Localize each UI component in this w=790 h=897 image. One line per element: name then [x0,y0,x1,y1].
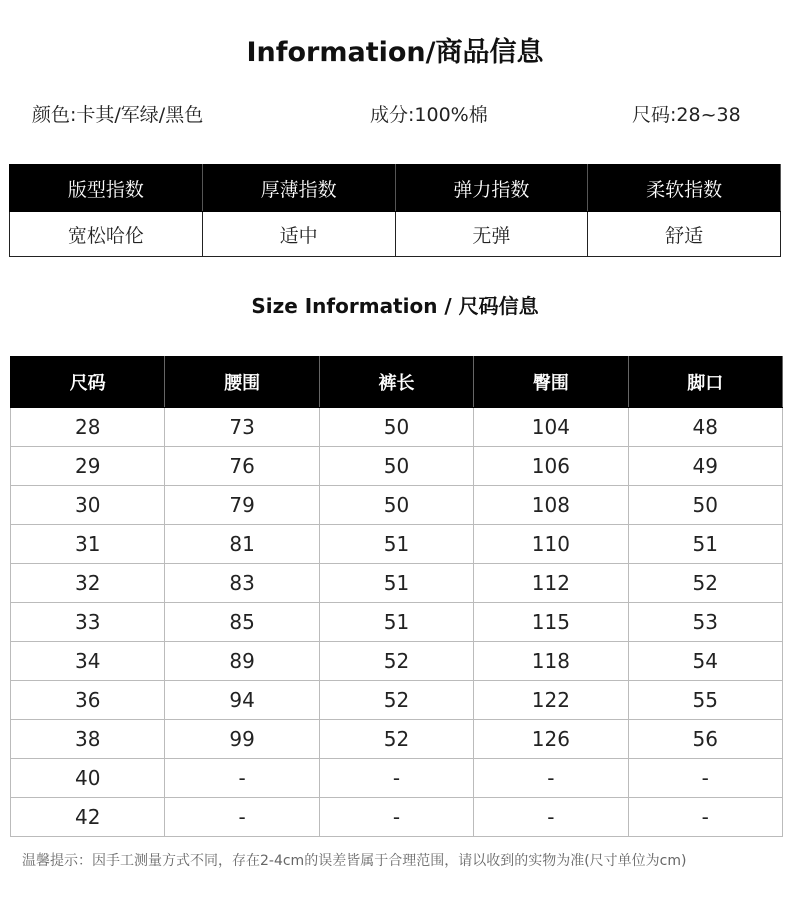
size-header-waist: 腰围 [165,357,319,408]
table-row [11,759,783,798]
hem-cell: 49 [628,447,782,486]
index-value-elasticity: 无弹 [395,212,588,257]
waist-cell: 89 [165,642,319,681]
table-row [11,720,783,759]
waist-cell: 79 [165,486,319,525]
table-row [11,408,783,447]
table-row [11,447,783,486]
size-header-size: 尺码 [11,357,165,408]
hem-cell: 54 [628,642,782,681]
hip-cell: 122 [474,681,628,720]
length-cell: 50 [319,447,473,486]
size-table-body [11,408,783,837]
index-header-softness: 柔软指数 [588,165,781,212]
hip-cell: 115 [474,603,628,642]
size-cell: 29 [11,447,165,486]
size-range-attribute: 尺码:28~38 [632,104,741,126]
length-cell: 50 [319,408,473,447]
waist-cell: 76 [165,447,319,486]
size-cell: 40 [11,759,165,798]
size-cell: 36 [11,681,165,720]
table-row [11,603,783,642]
size-cell: 42 [11,798,165,837]
hip-cell: 106 [474,447,628,486]
length-cell: - [319,798,473,837]
index-header-row [10,165,781,212]
size-cell: 32 [11,564,165,603]
size-cell: 33 [11,603,165,642]
length-cell: 51 [319,525,473,564]
waist-cell: 73 [165,408,319,447]
size-cell: 28 [11,408,165,447]
size-header-hip: 臀围 [474,357,628,408]
index-value-fit: 宽松哈伦 [10,212,203,257]
hip-cell: 104 [474,408,628,447]
size-cell: 30 [11,486,165,525]
table-row [11,681,783,720]
index-header-fit: 版型指数 [10,165,203,212]
length-cell: 52 [319,642,473,681]
length-cell: 51 [319,564,473,603]
size-cell: 31 [11,525,165,564]
hem-cell: - [628,759,782,798]
table-row [11,642,783,681]
waist-cell: - [165,798,319,837]
length-cell: 52 [319,720,473,759]
waist-cell: 85 [165,603,319,642]
length-cell: 52 [319,681,473,720]
product-attributes [0,100,790,130]
table-row [11,525,783,564]
product-index-table [9,164,781,257]
size-table [10,356,783,837]
hip-cell: - [474,798,628,837]
table-row [11,486,783,525]
index-value-row [10,212,781,257]
hem-cell: 53 [628,603,782,642]
waist-cell: 99 [165,720,319,759]
size-section-title: Size Information / 尺码信息 [251,294,539,318]
size-header-hem: 脚口 [628,357,782,408]
hip-cell: 108 [474,486,628,525]
hem-cell: 55 [628,681,782,720]
hem-cell: 50 [628,486,782,525]
waist-cell: - [165,759,319,798]
hip-cell: - [474,759,628,798]
hem-cell: - [628,798,782,837]
length-cell: 50 [319,486,473,525]
hip-cell: 110 [474,525,628,564]
waist-cell: 94 [165,681,319,720]
index-header-thickness: 厚薄指数 [202,165,395,212]
hip-cell: 112 [474,564,628,603]
waist-cell: 81 [165,525,319,564]
composition-attribute: 成分:100%棉 [370,104,488,126]
waist-cell: 83 [165,564,319,603]
length-cell: - [319,759,473,798]
table-row [11,798,783,837]
measurement-note: 温馨提示：因手工测量方式不同，存在2-4cm的误差皆属于合理范围，请以收到的实物为准(尺寸单位为cm) [22,853,687,869]
length-cell: 51 [319,603,473,642]
color-attribute: 颜色:卡其/军绿/黑色 [32,104,204,126]
index-header-elasticity: 弹力指数 [395,165,588,212]
size-header-row [11,357,783,408]
table-row [11,564,783,603]
hem-cell: 48 [628,408,782,447]
index-value-thickness: 适中 [202,212,395,257]
hip-cell: 118 [474,642,628,681]
hem-cell: 52 [628,564,782,603]
size-cell: 38 [11,720,165,759]
hip-cell: 126 [474,720,628,759]
index-value-softness: 舒适 [588,212,781,257]
page-title: Information/商品信息 [246,37,544,68]
hem-cell: 56 [628,720,782,759]
size-cell: 34 [11,642,165,681]
hem-cell: 51 [628,525,782,564]
size-header-length: 裤长 [319,357,473,408]
